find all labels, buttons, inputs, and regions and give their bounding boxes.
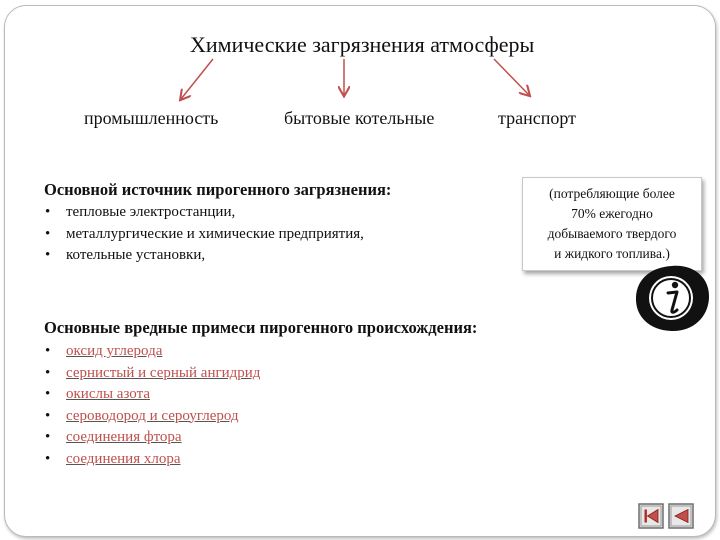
section2-list (44, 341, 260, 470)
note-box (522, 177, 702, 271)
note-line: добываемого твердого (547, 226, 677, 241)
note-text (523, 184, 701, 264)
list-item: • тепловые электростанции, (44, 202, 364, 224)
list-item (44, 427, 260, 449)
list-item (44, 363, 260, 385)
list-item: • металлургические и химические предприятия, (44, 224, 364, 246)
section1-heading: Основной источник пирогенного загрязнения: (44, 180, 392, 199)
list-item (44, 449, 260, 471)
nav-prev-button[interactable] (668, 503, 694, 529)
arrow-left (181, 59, 213, 99)
link-sulfur-anhydride[interactable]: сернистый и серный ангидрид (66, 364, 261, 381)
link-hydrogen-sulfide[interactable]: сероводород и сероуглерод (66, 407, 239, 424)
category-transport: транспорт (498, 108, 576, 128)
section1-list (44, 202, 364, 267)
info-icon[interactable] (632, 262, 712, 334)
note-line: (потребляющие более (549, 186, 675, 201)
section2-heading: Основные вредные примеси пирогенного происхождения: (44, 318, 478, 337)
note-line: и жидкого топлива.) (554, 246, 670, 261)
list-item: • котельные установки, (44, 245, 364, 267)
link-nitrogen-oxides[interactable]: окислы азота (66, 386, 150, 402)
link-chlorine-compounds[interactable]: соединения хлора (66, 450, 181, 467)
link-fluorine-compounds[interactable]: соединения фтора (66, 429, 182, 445)
link-carbon-oxide[interactable]: оксид углерода (66, 343, 163, 359)
page-title: Химические загрязнения атмосферы (190, 32, 535, 57)
category-industry: промышленность (84, 108, 219, 128)
nav-first-button[interactable] (638, 503, 664, 529)
note-line: 70% ежегодно (571, 206, 653, 221)
category-domestic-boilers: бытовые котельные (284, 108, 435, 128)
list-item (44, 406, 260, 428)
list-item (44, 384, 260, 406)
arrow-right (494, 59, 529, 95)
list-item (44, 341, 260, 363)
